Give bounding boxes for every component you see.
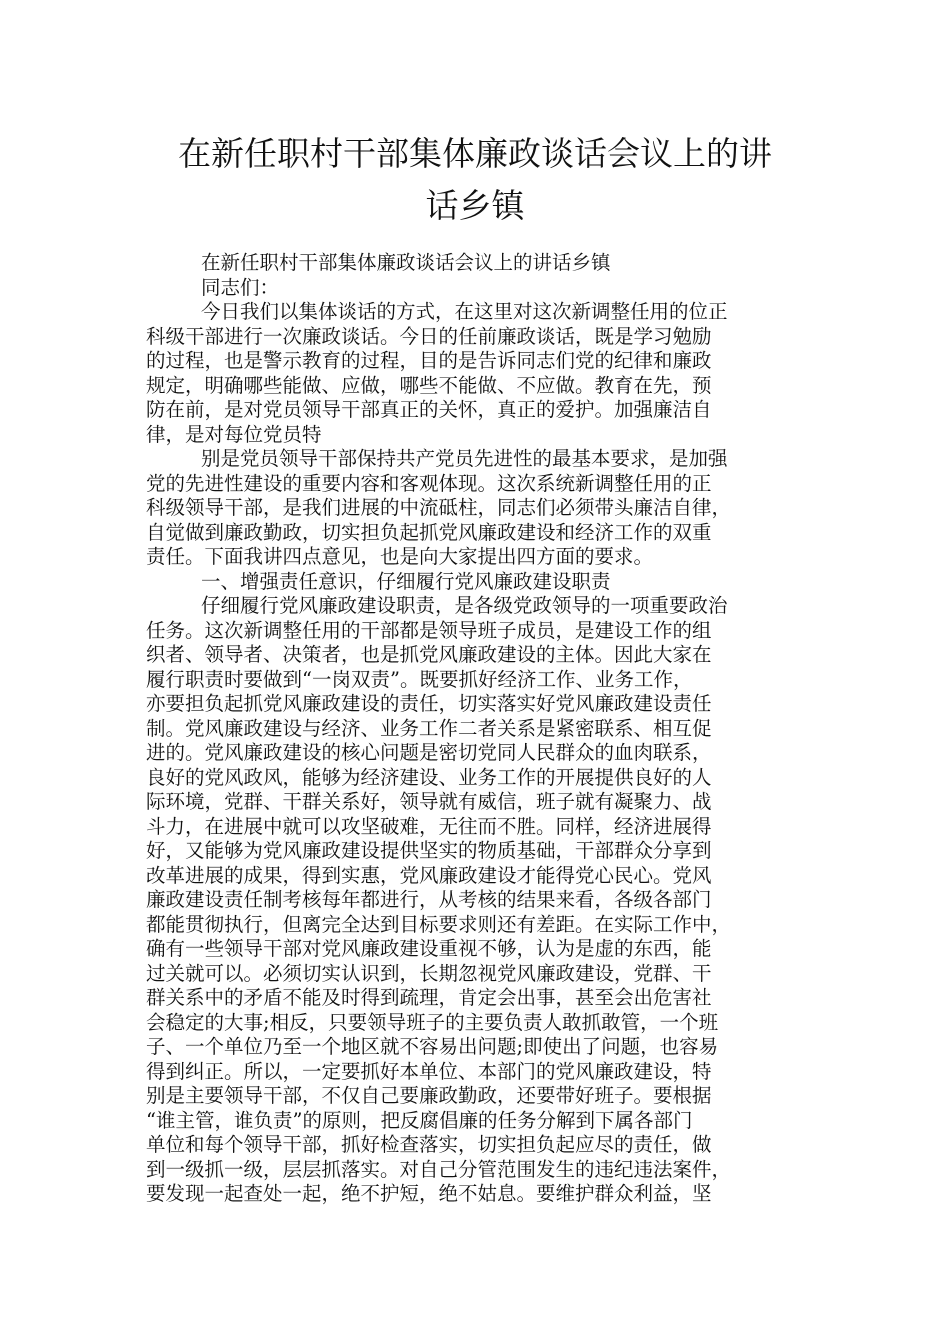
body-line: 好，又能够为党风廉政建设提供坚实的物质基础，干部群众分享到 — [146, 839, 712, 862]
title-line: 话乡镇 — [425, 186, 525, 225]
body-line: 改革进展的成果，得到实惠，党风廉政建设才能得党心民心。党风 — [146, 863, 712, 887]
body-line: 在新任职村干部集体廉政谈话会议上的讲话乡镇 — [201, 251, 611, 274]
body-line: 履行职责时要做到“一岗双责”。既要抓好经济工作、业务工作， — [146, 667, 693, 691]
body-line: 防在前，是对党员领导干部真正的关怀，真正的爱护。加强廉洁自 — [146, 398, 712, 421]
body-line: 一、增强责任意识，仔细履行党风廉政建设职责 — [201, 569, 611, 593]
body-line: 的过程，也是警示教育的过程，目的是告诉同志们党的纪律和廉政 — [146, 349, 712, 372]
body-line: 良好的党风政风，能够为经济建设、业务工作的开展提供良好的人 — [146, 765, 712, 789]
body-line: 别是党员领导干部保持共产党员先进性的最基本要求，是加强 — [201, 447, 728, 470]
body-line: 科级干部进行一次廉政谈话。今日的任前廉政谈话，既是学习勉励 — [146, 324, 712, 348]
body-line: 子、一个单位乃至一个地区就不容易出问题;即使出了问题，也容易 — [146, 1035, 719, 1058]
body-line: 际环境，党群、干群关系好，领导就有威信，班子就有凝聚力、战 — [146, 790, 712, 813]
body-line: “谁主管，谁负责”的原则，把反腐倡廉的任务分解到下属各部门 — [146, 1108, 693, 1132]
document-body — [146, 251, 806, 1207]
body-line: 斗力，在进展中就可以攻坚破难，无往而不胜。同样，经济进展得 — [146, 814, 712, 838]
body-line: 自觉做到廉政勤政，切实担负起抓党风廉政建设和经济工作的双重 — [146, 520, 712, 544]
body-line: 确有一些领导干部对党风廉政建设重视不够，认为是虚的东西，能 — [146, 937, 712, 960]
body-line: 今日我们以集体谈话的方式，在这里对这次新调整任用的位正 — [201, 300, 728, 323]
body-line: 亦要担负起抓党风廉政建设的责任，切实落实好党风廉政建设责任 — [146, 692, 712, 715]
body-line: 得到纠正。所以，一定要抓好本单位、本部门的党风廉政建设，特 — [146, 1059, 712, 1083]
body-line: 别是主要领导干部，不仅自己要廉政勤政，还要带好班子。要根据 — [146, 1084, 712, 1107]
body-line: 科级领导干部，是我们进展的中流砥柱，同志们必须带头廉洁自律， — [146, 496, 732, 519]
body-line: 群关系中的矛盾不能及时得到疏理，肯定会出事，甚至会出危害社 — [146, 986, 712, 1009]
body-line: 责任。下面我讲四点意见，也是向大家提出四方面的要求。 — [146, 545, 654, 568]
body-line: 织者、领导者、决策者，也是抓党风廉政建设的主体。因此大家在 — [146, 643, 712, 666]
body-line: 到一级抓一级，层层抓落实。对自己分管范围发生的违纪违法案件， — [146, 1157, 732, 1181]
body-line: 单位和每个领导干部，抓好检查落实，切实担负起应尽的责任，做 — [146, 1133, 712, 1156]
body-line: 任务。这次新调整任用的干部都是领导班子成员，是建设工作的组 — [146, 618, 712, 642]
title-line: 在新任职村干部集体廉政谈话会议上的讲 — [178, 134, 772, 173]
body-line: 制。党风廉政建设与经济、业务工作二者关系是紧密联系、相互促 — [146, 716, 712, 740]
document-title — [130, 128, 820, 232]
body-line: 同志们： — [201, 275, 280, 299]
body-line: 仔细履行党风廉政建设职责，是各级党政领导的一项重要政治 — [201, 594, 728, 617]
body-line: 规定，明确哪些能做、应做，哪些不能做、不应做。教育在先，预 — [146, 373, 712, 397]
body-line: 党的先进性建设的重要内容和客观体现。这次系统新调整任用的正 — [146, 471, 712, 495]
body-line: 过关就可以。必须切实认识到，长期忽视党风廉政建设，党群、干 — [146, 961, 712, 985]
body-line: 廉政建设责任制考核每年都进行，从考核的结果来看，各级各部门 — [146, 888, 712, 911]
body-line: 都能贯彻执行，但离完全达到目标要求则还有差距。在实际工作中， — [146, 912, 732, 936]
body-line: 会稳定的大事;相反，只要领导班子的主要负责人敢抓敢管，一个班 — [146, 1010, 719, 1034]
body-line: 律，是对每位党员特 — [146, 422, 322, 446]
body-line: 进的。党风廉政建设的核心问题是密切党同人民群众的血肉联系， — [146, 741, 712, 764]
body-line: 要发现一起查处一起，绝不护短，绝不姑息。要维护群众利益，坚 — [146, 1182, 712, 1205]
